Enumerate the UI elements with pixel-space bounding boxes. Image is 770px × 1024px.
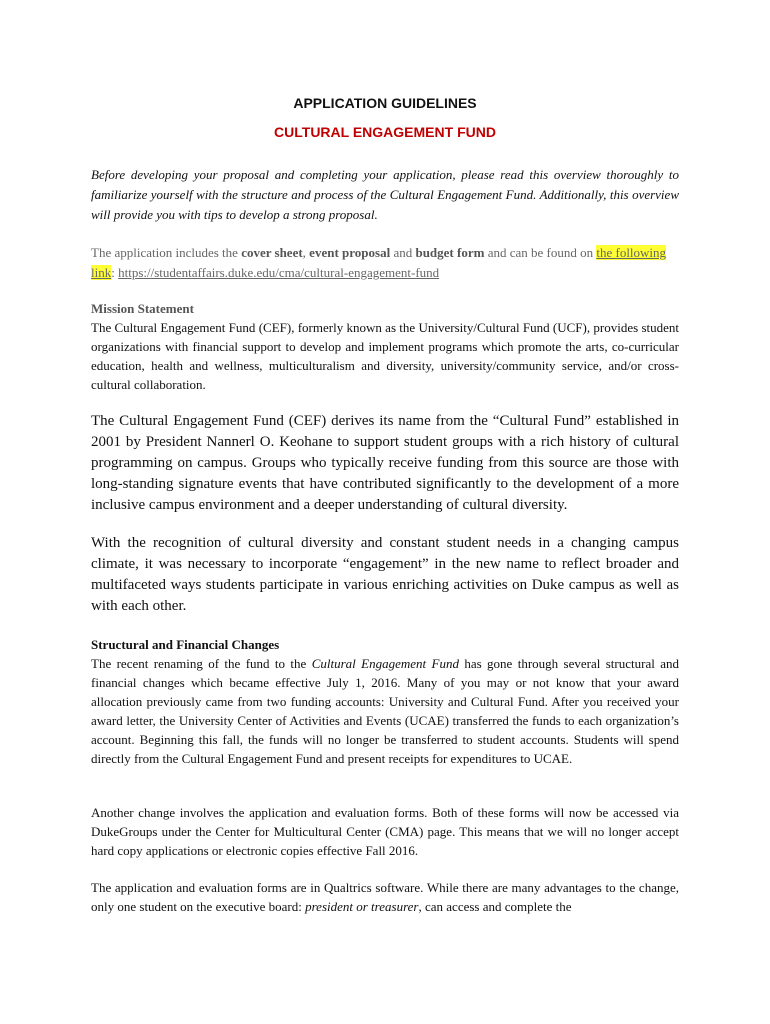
qualtrics-text-2: , can access and complete the	[418, 899, 572, 914]
application-paragraph	[91, 243, 679, 283]
apply-text-2: ,	[302, 245, 310, 260]
cef-url-link[interactable]: https://studentaffairs.duke.edu/cma/cultural-engagement-fund	[118, 265, 440, 280]
budget-form-label: budget form	[415, 245, 485, 260]
document-title: APPLICATION GUIDELINES	[293, 95, 477, 111]
apply-text-4: and can be found on	[484, 245, 597, 260]
apply-text-5: :	[111, 265, 119, 280]
mission-body: The Cultural Engagement Fund (CEF), formerly known as the University/Cultural Fund (UCF), provides student organizations with financial support to develop and implement programs which promote the arts, co-curricular education, health and wellness, multiculturalism and diversity, university/community service, and/or cross-cultural collaboration.	[91, 320, 679, 392]
structural-body	[91, 654, 679, 768]
qualtrics-paragraph	[91, 878, 679, 916]
apply-text-1: The application includes the	[91, 245, 242, 260]
apply-text-3: and	[390, 245, 416, 260]
structural-heading: Structural and Financial Changes	[91, 637, 280, 652]
cef-history-paragraph: The Cultural Engagement Fund (CEF) derives its name from the “Cultural Fund” established in 2001 by President Nannerl O. Keohane to support student groups with a rich history of cultural programming on campus. Groups who typically receive funding from this source are those with long-standing signature events that have contributed significantly to the development of a more inclusive campus environment and a deeper understanding of cultural diversity.	[91, 413, 679, 513]
document-subtitle: CULTURAL ENGAGEMENT FUND	[274, 124, 496, 140]
forms-change-paragraph: Another change involves the application and evaluation forms. Both of these forms will now be accessed via DukeGroups under the Center for Multicultural Center (CMA) page. This means that we will no longer accept hard copy applications or electronic copies effective Fall 2016.	[91, 805, 679, 858]
fund-name-italic: Cultural Engagement Fund	[311, 656, 459, 671]
intro-paragraph: Before developing your proposal and completing your application, please read this overview thoroughly to familiarize yourself with the structure and process of the Cultural Engagement Fund. Additionally, this overview will provide you with tips to develop a strong proposal.	[91, 167, 679, 222]
structural-text-1: The recent renaming of the fund to the	[91, 656, 312, 671]
mission-section	[91, 299, 679, 394]
recognition-paragraph: With the recognition of cultural diversity and constant student needs in a changing campus climate, it was necessary to incorporate “engagement” in the new name to reflect broader and multifaceted ways students participate in various enriching activities on Duke campus as well as with each other.	[91, 535, 679, 614]
cover-sheet-label: cover sheet	[241, 245, 303, 260]
structural-text-2: has gone through several structural and financial changes which became effective July 1, 2016. Many of you may or not know that your award allocation previously came from two funding accounts: University and Cultural Fund. After you received your award letter, the University Center of Activities and Events (UCAE) transferred the funds to each organization’s account. Beginning this fall, the funds will no longer be transferred to student accounts. Students will spend directly from the Cultural Engagement Fund and present receipts for expenditures to UCAE.	[91, 656, 679, 766]
following-link[interactable]: the following link	[91, 245, 667, 280]
event-proposal-label: event proposal	[309, 245, 391, 260]
qualtrics-text-1: The application and evaluation forms are in Qualtrics software. While there are many advantages to the change, only one student on the executive board:	[91, 880, 679, 914]
mission-heading: Mission Statement	[91, 301, 194, 316]
structural-section	[91, 635, 679, 768]
president-treasurer-italic: president or treasurer	[305, 899, 419, 914]
